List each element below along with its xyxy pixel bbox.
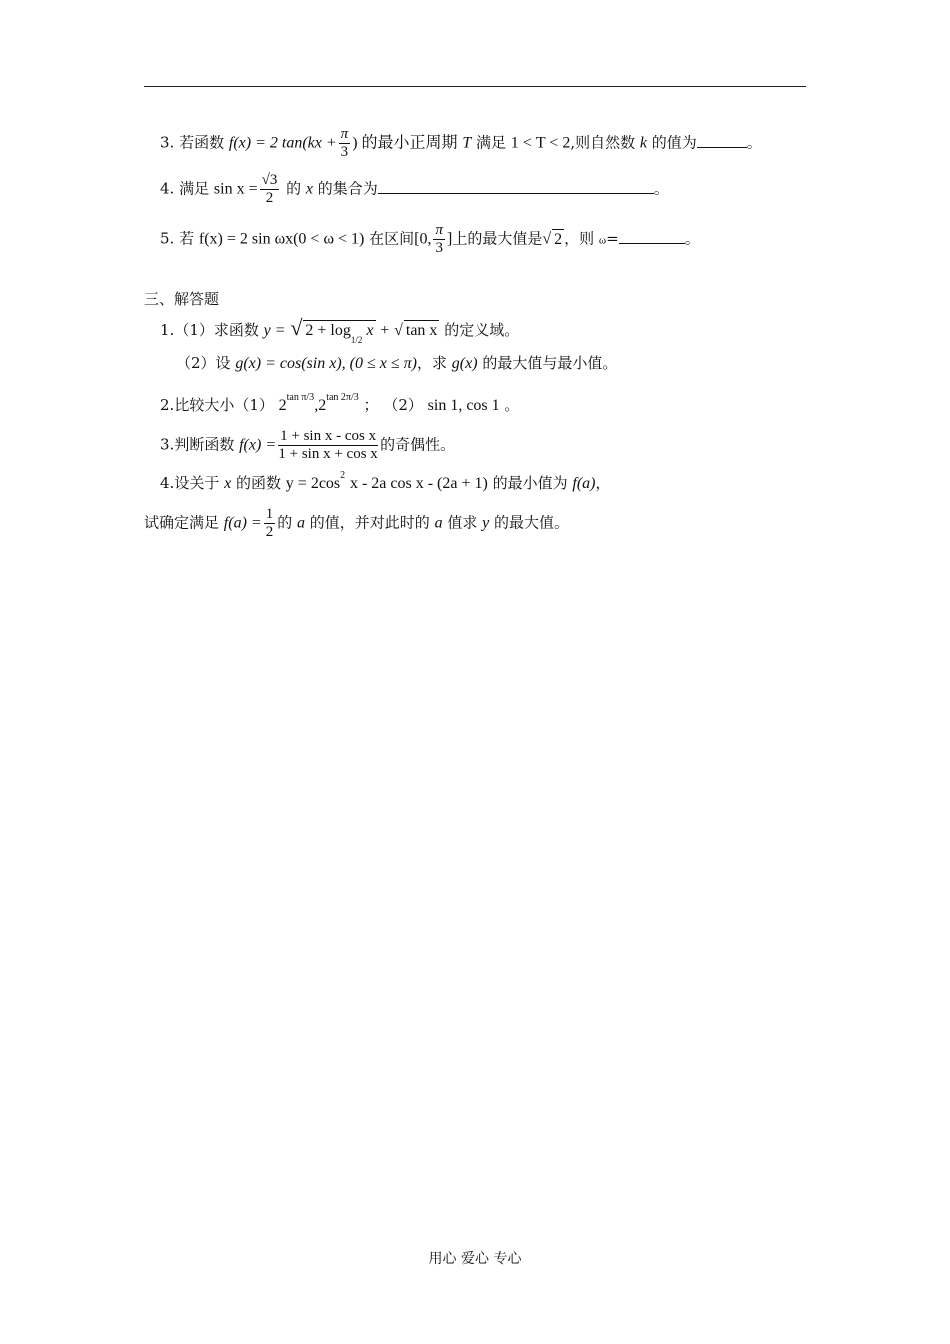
page-footer: 用心 爱心 专心: [428, 1251, 522, 1267]
header-rule: [144, 86, 806, 87]
problem-1-part-2: （2）设 g(x) = cos(sin x), (0 ≤ x ≤ π)，求 g(x) 的最大值与最小值。: [176, 354, 618, 372]
fill-in-question-3: 3. 若函数 f(x) = 2 tan(kx + $\frac{\pi}{3}$ ) 的最小正周期 T 满足 1 < T < 2,则自然数 k 的值为 。: [160, 126, 762, 160]
section-title: 三、解答题: [144, 290, 220, 308]
fill-in-question-5: 5. 若 f(x) = 2 sin ωx(0 < ω < 1) 在区间[0, $\frac{\pi}{3}$ ]上的最大值是√ 2 ，则 ω= 。: [160, 222, 700, 256]
problem-3: 3.判断函数 f(x) = $\frac{\text{1 + sin x - cos x}}{\text{1 + sin x + cos x}}$ 的奇偶性。: [160, 428, 456, 462]
problem-4-line-2: 试确定满足 f(a) = $\frac{1}{2}$ 的 a 的值，并对此时的 a 值求 y 的最大值。: [144, 506, 570, 540]
answer-blank[interactable]: [619, 229, 685, 244]
problem-2: 2.比较大小（1） $2^{tan \pi/3},2^{tan 2\pi/3}$ ； （2） sin 1, cos 1 。: [160, 392, 520, 414]
answer-blank[interactable]: [697, 133, 747, 148]
fill-in-question-4: 4. 满足 sin x = $\frac{√3}{2}$ 的 x 的集合为 。: [160, 172, 669, 206]
problem-4-line-1: 4.设关于 x 的函数 $y = 2\cos^2$ x - 2a cos x - (2a + 1) 的最小值为 f(a)，: [160, 470, 611, 492]
answer-blank[interactable]: [378, 179, 654, 194]
problem-1-part-1: 1.（1）求函数 y = √ $2 + \log_{1/2} x$ + √ tan x 的定义域。: [160, 318, 519, 350]
